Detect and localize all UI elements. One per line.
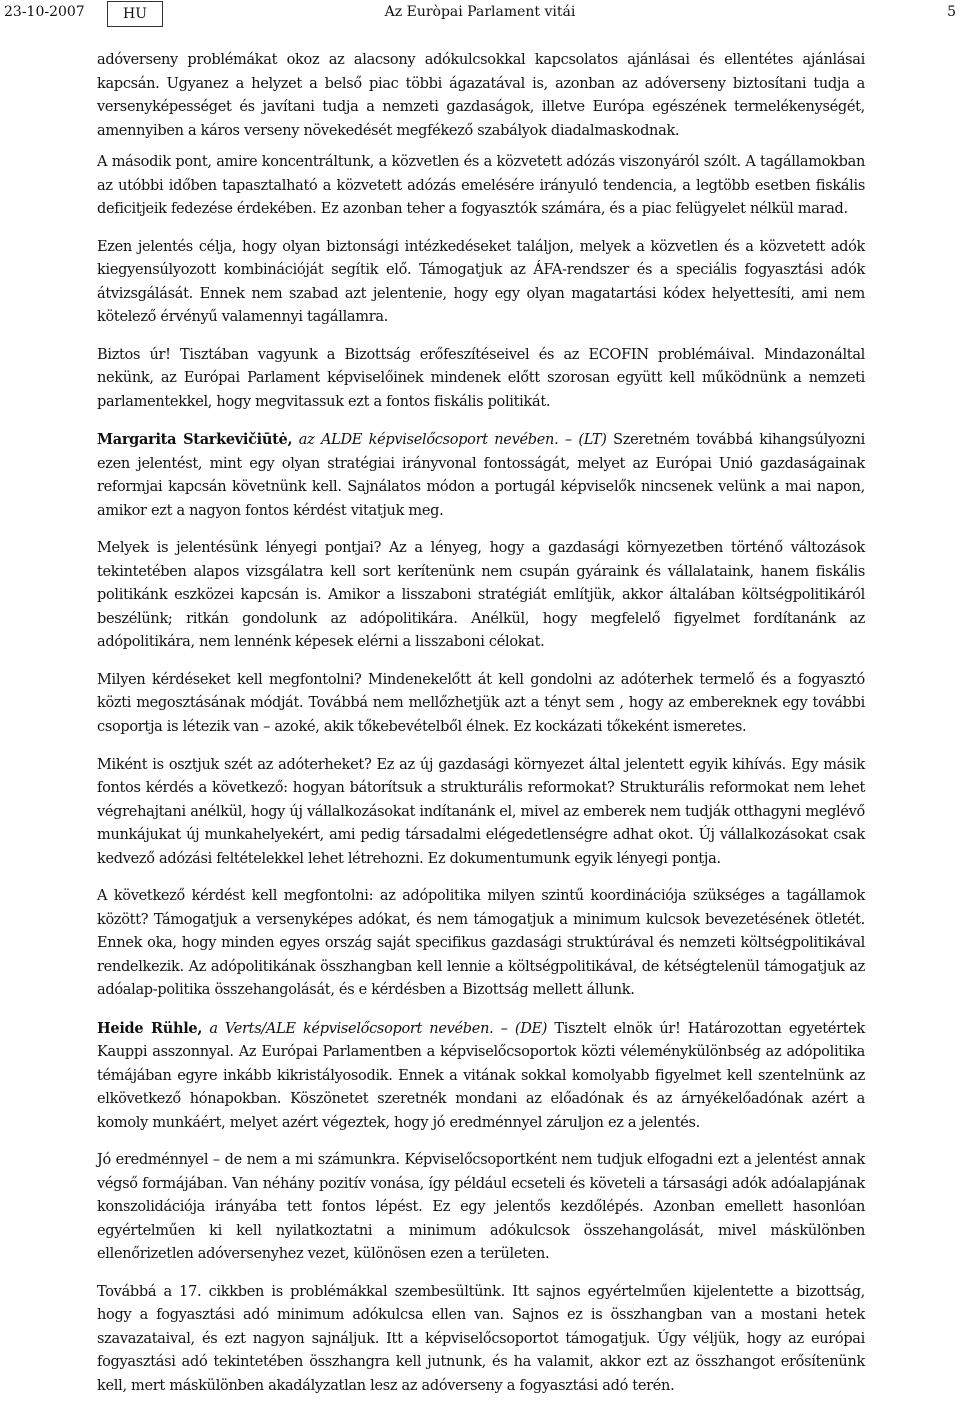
paragraph-4: Biztos úr! Tisztában vagyunk a Bizottság erőfeszítéseivel és az ECOFIN problémáival. Mindazonáltal nekünk, az Európai Parlament képviselőinek mindenek előtt szorosan együtt kell működnünk a nemzeti parlamentekkel, hogy megvitassuk ezt a fontos fiskális politikát. bbox=[97, 346, 865, 410]
header-title: Az Euròpai Parlament vitái bbox=[384, 4, 576, 20]
paragraph-1: adóverseny problémákat okoz az alacsony adókulcsokkal kapcsolatos ajánlásai és ellentétes ajánlásai kapcsán. Ugyanez a helyzet a belső piac többi ágazatával is, azonban az adóverseny biztosítani tudja a versenyképességet és javítani tudja a nemzeti gazdaságok, illetve Európa egészének termelékenységét, amennyiben a káros verseny növekedését megfékező szabályok diadalmaskodnak. bbox=[97, 52, 865, 139]
paragraph-12: Továbbá a 17. cikkben is problémákkal szembesültünk. Itt sajnos egyértelműen kijelentette a bizottság, hogy a fogyasztási adó minimum adókulcsa ellen van. Sajnos ez is összhangban van a mostani hetek szavazataival, és ezt nagyon sajnáljuk. Itt a képviselőcsoportot támogatjuk. Úgy véljük, hogy az európai fogyasztási adó tekintetében összhangra kell jutnunk, és ha valamit, akkor ezt az összhangot erősítenünk kell, mert máskülönben akadályzatlan lesz az adóverseny a fogyasztási adó terén. bbox=[97, 1283, 865, 1394]
document-body bbox=[97, 49, 865, 1413]
paragraph-7: Milyen kérdéseket kell megfontolni? Mindenekelőtt át kell gondolni az adóterhek termelő és a fogyasztó közti megosztásának módját. Továbbá nem mellőzhetjük azt a tényt sem , hogy az embereknek egy további csoportja is létezik van – azoké, akik tőkebevételből élnek. Ez kockázati tőkeként ismeretes. bbox=[97, 671, 865, 735]
speaker-name: Margarita Starkevičiūtė, bbox=[97, 431, 293, 449]
paragraph-9: A következő kérdést kell megfontolni: az adópolitika milyen szintű koordinációja szükséges a tagállamok között? Támogatjuk a versenyképes adókat, és nem támogatjuk a minimum kulcsok bevezetésének ötletét. Ennek oka, hogy minden egyes ország saját specifikus gazdasági struktúrával és nemzeti költségpolitikával rendelkezik. Az adópolitikának összhangban kell lennie a költségpolitikával, de kétségtelenül támogatjuk az adóalap-politika összehangolását, és e kérdésben a Bizottság mellett állunk. bbox=[97, 888, 865, 999]
header-language-box: HU bbox=[107, 1, 163, 27]
speaker-role: az ALDE képviselőcsoport nevében. – (LT) bbox=[292, 432, 607, 449]
page-header bbox=[0, 0, 960, 30]
paragraph-text: Tisztelt elnök úr! Határozottan egyetértek Kauppi asszonnyal. Az Európai Parlamentben a képviselőcsoportok közti véleménykülönbség az adópolitika témájában egyre inkább kikristályosodik. Ennek a vitának sokkal komolyabb figyelmet kell szentelnünk az elkövetkező hónapokban. Köszönetet szeretnék mondani az előadónak és az árnyékelőadónak azért a komoly munkáért, melyet azért végeztek, hogy jó eredménnyel záruljon ez a jelentés. bbox=[97, 1020, 865, 1131]
paragraph-6: Melyek is jelentésünk lényegi pontjai? Az a lényeg, hogy a gazdasági környezetben történő változások tekintetében alapos vizsgálatra kell sort kerítenünk nem csupán gyáraink és vállalataink, hanem fiskális politikánk eszközei kapcsán is. Amikor a lisszaboni stratégiát említjük, akkor általában költségpolitikáról beszélünk; ritkán gondolunk az adópolitikára. Anélkül, hogy megfelelő figyelmet fordítanánk az adópolitikára, nem lennénk képesek elérni a lisszaboni célokat. bbox=[97, 540, 865, 651]
paragraph-2: A második pont, amire koncentráltunk, a közvetlen és a közvetett adózás viszonyáról szólt. A tagállamokban az utóbbi időben tapasztalható a közvetett adózás emelésére irányuló tendencia, a legtöbb esetben fiskális deficitjeik fedezése érdekében. Ez azonban teher a fogyasztók számára, és a piac felügyelet nélkül marad. bbox=[97, 154, 865, 217]
speaker-name: Heide Rühle, bbox=[97, 1019, 203, 1037]
paragraph-8: Miként is osztjuk szét az adóterheket? Ez az új gazdasági környezet által jelentett egyik kihívás. Egy másik fontos kérdés a következő: hogyan bátorítsuk a strukturális reformokat? Strukturális reformokat nem lehet végrehajtani anélkül, hogy új vállalkozásokat indítanánk el, mivel az emberek nem tudják otthagyni meglévő munkájukat új munkahelyekért, ami pedig társadalmi elégedetlenségre adhat okot. Új vállalkozásokat csak kedvező adózási feltételekkel lehet létrehozni. Ez dokumentumunk egyik lényegi pontja. bbox=[97, 756, 865, 867]
paragraph-text: Szeretném továbbá kihangsúlyozni ezen jelentést, mint egy olyan stratégiai irányvonal fontosságát, melyet az Európai Unió gazdaságainak reformjai kapcsán követnünk kell. Sajnálatos módon a portugál képviselők nincsenek velünk a mai napon, amikor ezt a nagyon fontos kérdést vitatjuk meg. bbox=[97, 432, 865, 519]
header-date: 23-10-2007 bbox=[4, 4, 85, 20]
paragraph-10 bbox=[97, 1017, 865, 1136]
header-page-number: 5 bbox=[947, 4, 956, 20]
speaker-role: a Verts/ALE képviselőcsoport nevében. – (DE) bbox=[202, 1020, 548, 1037]
paragraph-3: Ezen jelentés célja, hogy olyan biztonsági intézkedéseket találjon, melyek a közvetlen és a közvetett adók kiegyensúlyozott kombinációját segítik elő. Támogatjuk az ÁFA-rendszer és a speciális fogyasztási adók átvizsgálását. Ennek nem szabad azt jelentenie, hogy egy olyan magatartási kódex helyettesíti, ami nem kötelező érvényű valamennyi tagállamra. bbox=[97, 238, 865, 326]
paragraph-5 bbox=[97, 428, 865, 523]
paragraph-11: Jó eredménnyel – de nem a mi számunkra. Képviselőcsoportként nem tudjuk elfogadni ezt a jelentést annak végső formájában. Van néhány pozitív vonása, így például ecseteli és követeli a társasági adók adóalapjának konszolidációja irányába tett fontos lépést. Ez egy jelentős kezdőlépés. Azonban emellett hasonlóan egyértelműen ki kell nyilatkoztatni a minimum adókulcsok összehangolását, mivel máskülönben ellenőrizetlen adóversenyhez vezet, különösen ezen a területen. bbox=[97, 1152, 865, 1263]
